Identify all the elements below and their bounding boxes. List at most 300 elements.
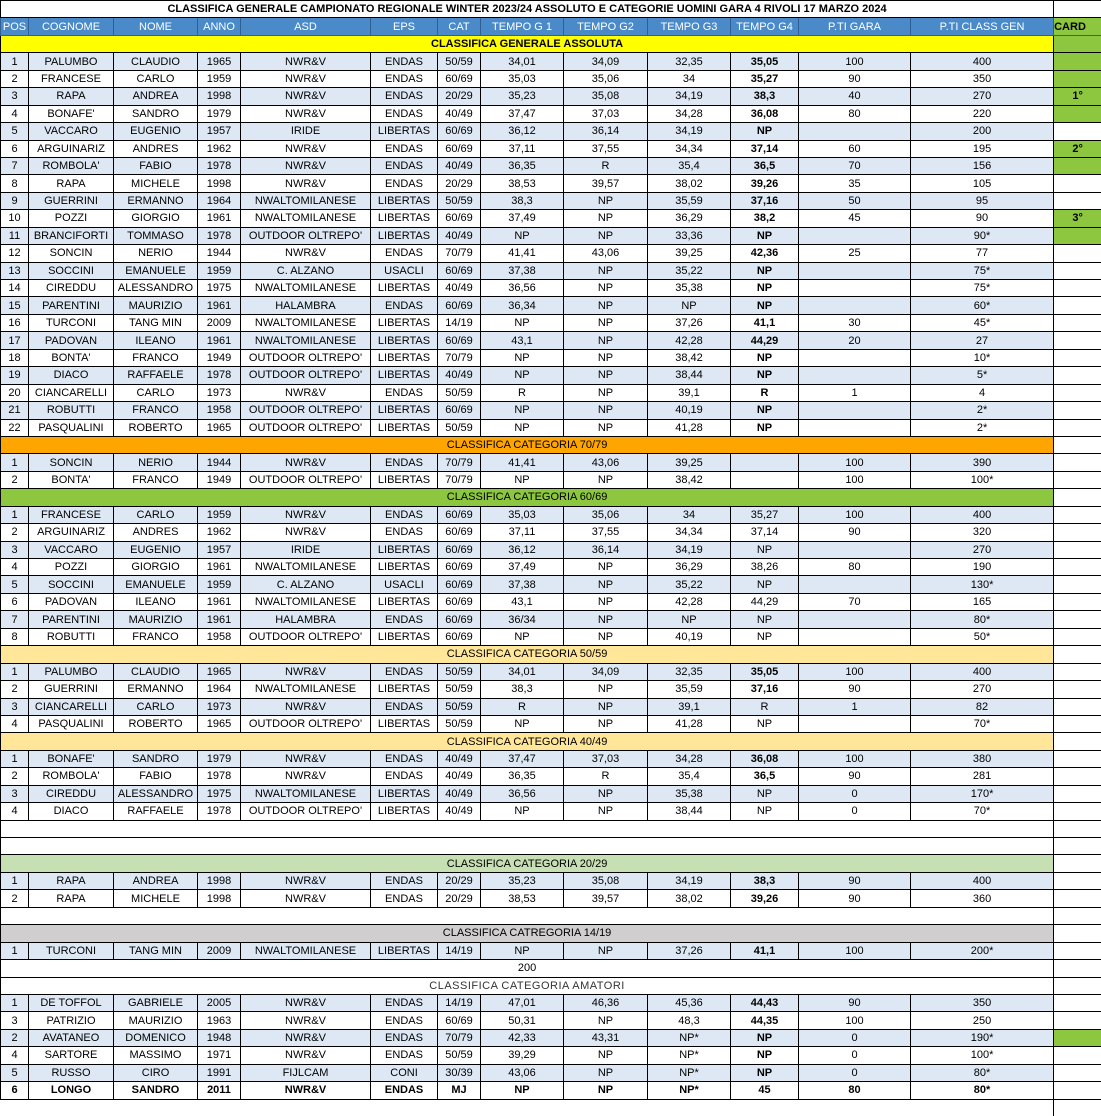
cell-cognome: PALUMBO <box>29 53 114 70</box>
header-asd[interactable]: ASD <box>241 18 371 35</box>
cell-cat: 14/19 <box>438 314 481 331</box>
cell-card <box>1054 593 1101 610</box>
cell-card <box>1054 245 1101 262</box>
cell-pos: 1 <box>1 942 29 959</box>
cell-tempo-g2: 46,36 <box>564 994 648 1011</box>
table-row[interactable] <box>1 227 1101 244</box>
cell-punti-class-gen: 400 <box>911 663 1054 680</box>
cell-tempo-g3: 35,22 <box>648 262 731 279</box>
cell-tempo-g4: NP <box>731 541 799 558</box>
cell-asd: NWR&V <box>241 88 371 105</box>
table-row[interactable] <box>1 593 1101 610</box>
cell-punti-gara <box>799 576 911 593</box>
cell-tempo-g3: 34,19 <box>648 872 731 889</box>
cell-anno: 1944 <box>198 245 241 262</box>
table-row[interactable] <box>1 750 1101 767</box>
cell-cat: 60/69 <box>438 210 481 227</box>
cell-cognome: CIANCARELLI <box>29 698 114 715</box>
cell-tempo-g3: 35,59 <box>648 681 731 698</box>
cell-card <box>1054 1012 1101 1029</box>
table-row[interactable] <box>1 332 1101 349</box>
cell-tempo-g2: NP <box>564 192 648 209</box>
cell-cat: 40/49 <box>438 750 481 767</box>
cell-tempo-g1: NP <box>481 419 564 436</box>
cell-tempo-g3: 40,19 <box>648 402 731 419</box>
cell-tempo-g1: 42,33 <box>481 1029 564 1046</box>
cell-tempo-g2: NP <box>564 297 648 314</box>
cell-punti-gara: 0 <box>799 1064 911 1081</box>
cell-cognome: ARGUINARIZ <box>29 140 114 157</box>
cell-cognome: VACCARO <box>29 123 114 140</box>
cell-anno: 1962 <box>198 140 241 157</box>
cell-cognome: SONCIN <box>29 245 114 262</box>
cell-eps: ENDAS <box>371 524 438 541</box>
cell-asd: NWALTOMILANESE <box>241 314 371 331</box>
spacer-card-cell <box>1054 907 1101 924</box>
cell-tempo-g4: NP <box>731 715 799 732</box>
cell-tempo-g3: 35,38 <box>648 785 731 802</box>
header-tempo-g2[interactable]: TEMPO G2 <box>564 18 648 35</box>
cell-cognome: GUERRINI <box>29 681 114 698</box>
cell-anno: 1961 <box>198 593 241 610</box>
cell-tempo-g1: 34,01 <box>481 53 564 70</box>
cell-punti-gara: 100 <box>799 53 911 70</box>
table-row[interactable] <box>1 454 1101 471</box>
cell-tempo-g1: 36,56 <box>481 785 564 802</box>
cell-nome: ANDRES <box>114 140 198 157</box>
cell-punti-gara: 100 <box>799 663 911 680</box>
sheet-title: CLASSIFICA GENERALE CAMPIONATO REGIONALE WINTER 2023/24 ASSOLUTO E CATEGORIE UOMINI GARA 4 RIVOLI 17 MARZO 2024 <box>1 1 1054 18</box>
table-row[interactable] <box>1 628 1101 645</box>
cell-cognome: BONAFE' <box>29 105 114 122</box>
header-punti-gara[interactable]: P.TI GARA <box>799 18 911 35</box>
cell-cat: 70/79 <box>438 245 481 262</box>
cell-eps: ENDAS <box>371 245 438 262</box>
cell-punti-gara: 50 <box>799 192 911 209</box>
cell-tempo-g1: 37,38 <box>481 262 564 279</box>
cell-tempo-g3: 32,35 <box>648 53 731 70</box>
cell-cat: 50/59 <box>438 53 481 70</box>
cell-nome: CLAUDIO <box>114 53 198 70</box>
cell-nome: NERIO <box>114 245 198 262</box>
cell-tempo-g3: 38,44 <box>648 367 731 384</box>
header-tempo-g3[interactable]: TEMPO G3 <box>648 18 731 35</box>
cell-cognome: RAPA <box>29 872 114 889</box>
cell-tempo-g3: 34,28 <box>648 105 731 122</box>
cell-punti-class-gen: 200* <box>911 942 1054 959</box>
cell-nome: SANDRO <box>114 750 198 767</box>
cell-punti-class-gen: 90 <box>911 210 1054 227</box>
header-punti-class-gen[interactable]: P.TI CLASS GEN <box>911 18 1054 35</box>
cell-cognome: CIREDDU <box>29 280 114 297</box>
cell-eps: LIBERTAS <box>371 123 438 140</box>
table-row[interactable] <box>1 280 1101 297</box>
cell-cat: 50/59 <box>438 681 481 698</box>
table-row[interactable] <box>1 123 1101 140</box>
cell-card <box>1054 454 1101 471</box>
table-row[interactable] <box>1 524 1101 541</box>
cell-anno: 1978 <box>198 157 241 174</box>
cell-tempo-g2: NP <box>564 402 648 419</box>
table-row[interactable] <box>1 890 1101 907</box>
cell-anno: 1965 <box>198 715 241 732</box>
cell-card <box>1054 70 1101 87</box>
cell-pos: 4 <box>1 803 29 820</box>
cell-nome: MAURIZIO <box>114 611 198 628</box>
cell-eps: LIBERTAS <box>371 803 438 820</box>
cell-tempo-g4: NP <box>731 803 799 820</box>
cell-punti-class-gen: 2* <box>911 402 1054 419</box>
table-row[interactable] <box>1 611 1101 628</box>
cell-card <box>1054 262 1101 279</box>
cell-tempo-g3: NP <box>648 297 731 314</box>
cell-pos: 19 <box>1 367 29 384</box>
table-row[interactable] <box>1 1012 1101 1029</box>
cell-tempo-g3: 40,19 <box>648 628 731 645</box>
cell-anno: 1979 <box>198 105 241 122</box>
table-row[interactable] <box>1 576 1101 593</box>
section-header-row <box>1 436 1101 453</box>
cell-punti-class-gen: 130* <box>911 576 1054 593</box>
cell-tempo-g3: NP* <box>648 1029 731 1046</box>
cell-tempo-g2: 37,55 <box>564 524 648 541</box>
cell-punti-class-gen: 4 <box>911 384 1054 401</box>
cell-tempo-g1: 38,3 <box>481 681 564 698</box>
cell-tempo-g2: 37,55 <box>564 140 648 157</box>
section-title: CLASSIFICA CATEGORIA 50/59 <box>1 646 1054 663</box>
cell-cognome: ROBUTTI <box>29 628 114 645</box>
cell-asd: NWALTOMILANESE <box>241 942 371 959</box>
cell-eps: ENDAS <box>371 70 438 87</box>
cell-nome: GIORGIO <box>114 559 198 576</box>
cell-punti-gara <box>799 227 911 244</box>
cell-cat: 50/59 <box>438 663 481 680</box>
cell-tempo-g1: 38,53 <box>481 175 564 192</box>
cell-nome: FRANCO <box>114 628 198 645</box>
table-row[interactable] <box>1 994 1101 1011</box>
table-row[interactable] <box>1 1029 1101 1046</box>
cell-anno: 1965 <box>198 663 241 680</box>
cell-tempo-g1: 36,34 <box>481 297 564 314</box>
cell-tempo-g3: 42,28 <box>648 332 731 349</box>
cell-cognome: ROMBOLA' <box>29 157 114 174</box>
table-row[interactable] <box>1 506 1101 523</box>
cell-anno: 1975 <box>198 785 241 802</box>
cell-anno: 2009 <box>198 314 241 331</box>
cell-cognome: PALUMBO <box>29 663 114 680</box>
cell-eps: ENDAS <box>371 175 438 192</box>
table-row[interactable] <box>1 681 1101 698</box>
table-row[interactable] <box>1 210 1101 227</box>
cell-tempo-g2: 35,06 <box>564 506 648 523</box>
cell-punti-class-gen: 70* <box>911 803 1054 820</box>
cell-card: 3° <box>1054 210 1101 227</box>
cell-pos: 22 <box>1 419 29 436</box>
cell-cognome: TURCONI <box>29 942 114 959</box>
header-tempo-g4[interactable]: TEMPO G4 <box>731 18 799 35</box>
cell-eps: ENDAS <box>371 506 438 523</box>
cell-tempo-g1: 36,35 <box>481 157 564 174</box>
cell-pos: 3 <box>1 541 29 558</box>
cell-pos: 3 <box>1 785 29 802</box>
table-row[interactable] <box>1 384 1101 401</box>
cell-tempo-g3: 42,28 <box>648 593 731 610</box>
cell-punti-gara: 0 <box>799 803 911 820</box>
cell-pos: 3 <box>1 1012 29 1029</box>
cell-eps: LIBERTAS <box>371 942 438 959</box>
cell-cat: 60/69 <box>438 559 481 576</box>
cell-tempo-g3: 39,25 <box>648 245 731 262</box>
cell-punti-gara <box>799 611 911 628</box>
cell-cognome: POZZI <box>29 559 114 576</box>
header-cat[interactable]: CAT <box>438 18 481 35</box>
table-row[interactable] <box>1 157 1101 174</box>
cell-asd: NWR&V <box>241 140 371 157</box>
table-row[interactable] <box>1 53 1101 70</box>
cell-anno: 1959 <box>198 262 241 279</box>
cell-nome: EMANUELE <box>114 576 198 593</box>
cell-eps: ENDAS <box>371 698 438 715</box>
header-card[interactable]: CARD <box>1054 18 1101 35</box>
table-row[interactable] <box>1 768 1101 785</box>
cell-punti-class-gen: 350 <box>911 70 1054 87</box>
section-card-cell <box>1054 489 1101 506</box>
cell-card <box>1054 1047 1101 1064</box>
cell-tempo-g2: NP <box>564 367 648 384</box>
cell-anno: 1963 <box>198 1012 241 1029</box>
cell-anno: 1991 <box>198 1064 241 1081</box>
cell-tempo-g2: NP <box>564 280 648 297</box>
table-row[interactable] <box>1 192 1101 209</box>
cell-tempo-g4: 39,26 <box>731 175 799 192</box>
cell-tempo-g2: NP <box>564 332 648 349</box>
cell-punti-class-gen: 50* <box>911 628 1054 645</box>
cell-pos: 15 <box>1 297 29 314</box>
cell-tempo-g3: 34,34 <box>648 524 731 541</box>
trailing-cell <box>1 1099 1054 1116</box>
cell-punti-class-gen: 200 <box>911 123 1054 140</box>
cell-tempo-g4: 41,1 <box>731 942 799 959</box>
table-row[interactable] <box>1 105 1101 122</box>
cell-card <box>1054 994 1101 1011</box>
cell-nome: CARLO <box>114 698 198 715</box>
cell-eps: LIBERTAS <box>371 715 438 732</box>
cell-punti-gara: 90 <box>799 524 911 541</box>
cell-cat: 60/69 <box>438 332 481 349</box>
cell-cognome: RAPA <box>29 890 114 907</box>
cell-card <box>1054 524 1101 541</box>
cell-tempo-g4 <box>731 471 799 488</box>
cell-punti-gara: 90 <box>799 890 911 907</box>
cell-punti-gara: 100 <box>799 750 911 767</box>
cell-eps: ENDAS <box>371 105 438 122</box>
cell-pos: 2 <box>1 768 29 785</box>
table-row[interactable] <box>1 245 1101 262</box>
cell-card <box>1054 367 1101 384</box>
cell-cat: 60/69 <box>438 524 481 541</box>
cell-anno: 1965 <box>198 419 241 436</box>
header-pos[interactable]: POS <box>1 18 29 35</box>
subtotal-card-cell <box>1054 960 1101 977</box>
table-row[interactable] <box>1 1064 1101 1081</box>
cell-punti-class-gen: 2* <box>911 419 1054 436</box>
cell-asd: NWR&V <box>241 1029 371 1046</box>
cell-asd: NWR&V <box>241 698 371 715</box>
table-row[interactable] <box>1 402 1101 419</box>
cell-tempo-g1: 35,03 <box>481 506 564 523</box>
cell-eps: ENDAS <box>371 890 438 907</box>
cell-tempo-g3: 34,34 <box>648 140 731 157</box>
cell-cognome: FRANCESE <box>29 70 114 87</box>
cell-pos: 3 <box>1 88 29 105</box>
table-row[interactable] <box>1 88 1101 105</box>
cell-tempo-g1: 38,53 <box>481 890 564 907</box>
cell-asd: NWR&V <box>241 70 371 87</box>
cell-cognome: BRANCIFORTI <box>29 227 114 244</box>
cell-tempo-g1: NP <box>481 402 564 419</box>
cell-tempo-g4: NP <box>731 785 799 802</box>
cell-tempo-g1: 34,01 <box>481 663 564 680</box>
cell-nome: EUGENIO <box>114 541 198 558</box>
table-row[interactable] <box>1 1047 1101 1064</box>
cell-cat: 50/59 <box>438 1047 481 1064</box>
cell-nome: MASSIMO <box>114 1047 198 1064</box>
cell-punti-gara: 60 <box>799 140 911 157</box>
table-row[interactable] <box>1 70 1101 87</box>
table-row[interactable] <box>1 1082 1101 1099</box>
cell-card <box>1054 314 1101 331</box>
header-eps[interactable]: EPS <box>371 18 438 35</box>
header-cognome[interactable]: COGNOME <box>29 18 114 35</box>
cell-cognome: BONTA' <box>29 349 114 366</box>
cell-anno: 1961 <box>198 210 241 227</box>
cell-tempo-g4: NP <box>731 367 799 384</box>
cell-anno: 1964 <box>198 192 241 209</box>
cell-tempo-g3: 38,02 <box>648 890 731 907</box>
cell-eps: ENDAS <box>371 1082 438 1099</box>
table-row[interactable] <box>1 541 1101 558</box>
cell-tempo-g4: NP <box>731 349 799 366</box>
cell-tempo-g4: NP <box>731 1064 799 1081</box>
section-header-row <box>1 733 1101 750</box>
cell-cat: 30/39 <box>438 1064 481 1081</box>
table-row[interactable] <box>1 297 1101 314</box>
cell-card: 1° <box>1054 88 1101 105</box>
cell-cat: 20/29 <box>438 890 481 907</box>
cell-cat: 60/69 <box>438 541 481 558</box>
cell-anno: 1957 <box>198 541 241 558</box>
cell-cat: 70/79 <box>438 1029 481 1046</box>
cell-punti-gara <box>799 419 911 436</box>
cell-tempo-g1: 38,3 <box>481 192 564 209</box>
cell-tempo-g2: NP <box>564 1047 648 1064</box>
header-nome[interactable]: NOME <box>114 18 198 35</box>
cell-asd: NWALTOMILANESE <box>241 593 371 610</box>
cell-tempo-g2: NP <box>564 593 648 610</box>
cell-punti-class-gen: 220 <box>911 105 1054 122</box>
table-body <box>1 1 1101 1116</box>
cell-tempo-g3: 41,28 <box>648 715 731 732</box>
cell-asd: FIJLCAM <box>241 1064 371 1081</box>
cell-eps: ENDAS <box>371 140 438 157</box>
table-row[interactable] <box>1 803 1101 820</box>
cell-anno: 1962 <box>198 524 241 541</box>
table-row[interactable] <box>1 349 1101 366</box>
table-row[interactable] <box>1 663 1101 680</box>
cell-asd: NWR&V <box>241 994 371 1011</box>
cell-anno: 1973 <box>198 384 241 401</box>
table-row[interactable] <box>1 419 1101 436</box>
cell-punti-gara: 100 <box>799 942 911 959</box>
table-row[interactable] <box>1 140 1101 157</box>
cell-tempo-g4: NP <box>731 402 799 419</box>
table-row[interactable] <box>1 471 1101 488</box>
cell-tempo-g4: 37,14 <box>731 524 799 541</box>
cell-pos: 4 <box>1 1047 29 1064</box>
cell-pos: 5 <box>1 123 29 140</box>
cell-card <box>1054 384 1101 401</box>
cell-nome: NERIO <box>114 454 198 471</box>
header-tempo-g1[interactable]: TEMPO G 1 <box>481 18 564 35</box>
cell-card <box>1054 175 1101 192</box>
cell-tempo-g3: 36,29 <box>648 559 731 576</box>
cell-punti-class-gen: 170* <box>911 785 1054 802</box>
cell-cat: 60/69 <box>438 628 481 645</box>
cell-cat: 60/69 <box>438 576 481 593</box>
cell-pos: 18 <box>1 349 29 366</box>
cell-punti-class-gen: 250 <box>911 1012 1054 1029</box>
cell-eps: LIBERTAS <box>371 402 438 419</box>
cell-tempo-g1: R <box>481 384 564 401</box>
cell-tempo-g4: 35,05 <box>731 663 799 680</box>
cell-asd: OUTDOOR OLTREPO' <box>241 803 371 820</box>
table-row[interactable] <box>1 559 1101 576</box>
cell-cat: 40/49 <box>438 768 481 785</box>
table-row[interactable] <box>1 314 1101 331</box>
cell-pos: 11 <box>1 227 29 244</box>
table-row[interactable] <box>1 262 1101 279</box>
cell-card <box>1054 402 1101 419</box>
section-title: CLASSIFICA CATEGORIA 60/69 <box>1 489 1054 506</box>
cell-tempo-g3: NP* <box>648 1047 731 1064</box>
cell-tempo-g3: 35,4 <box>648 768 731 785</box>
cell-pos: 7 <box>1 157 29 174</box>
table-row[interactable] <box>1 367 1101 384</box>
cell-tempo-g4: 36,08 <box>731 750 799 767</box>
cell-tempo-g4: 44,29 <box>731 332 799 349</box>
table-row[interactable] <box>1 872 1101 889</box>
cell-nome: CARLO <box>114 506 198 523</box>
cell-eps: ENDAS <box>371 88 438 105</box>
title-card-cell <box>1054 1 1101 18</box>
cell-anno: 1998 <box>198 872 241 889</box>
table-row[interactable] <box>1 175 1101 192</box>
cell-anno: 1979 <box>198 750 241 767</box>
cell-punti-gara: 0 <box>799 1029 911 1046</box>
cell-anno: 1958 <box>198 402 241 419</box>
cell-tempo-g3: 45,36 <box>648 994 731 1011</box>
table-row[interactable] <box>1 698 1101 715</box>
table-row[interactable] <box>1 942 1101 959</box>
table-row[interactable] <box>1 785 1101 802</box>
cell-tempo-g3: NP* <box>648 1064 731 1081</box>
header-anno[interactable]: ANNO <box>198 18 241 35</box>
cell-tempo-g1: 36,35 <box>481 768 564 785</box>
spacer-cell <box>1 838 1054 855</box>
table-row[interactable] <box>1 715 1101 732</box>
cell-tempo-g2: 34,09 <box>564 663 648 680</box>
cell-cat: 60/69 <box>438 140 481 157</box>
